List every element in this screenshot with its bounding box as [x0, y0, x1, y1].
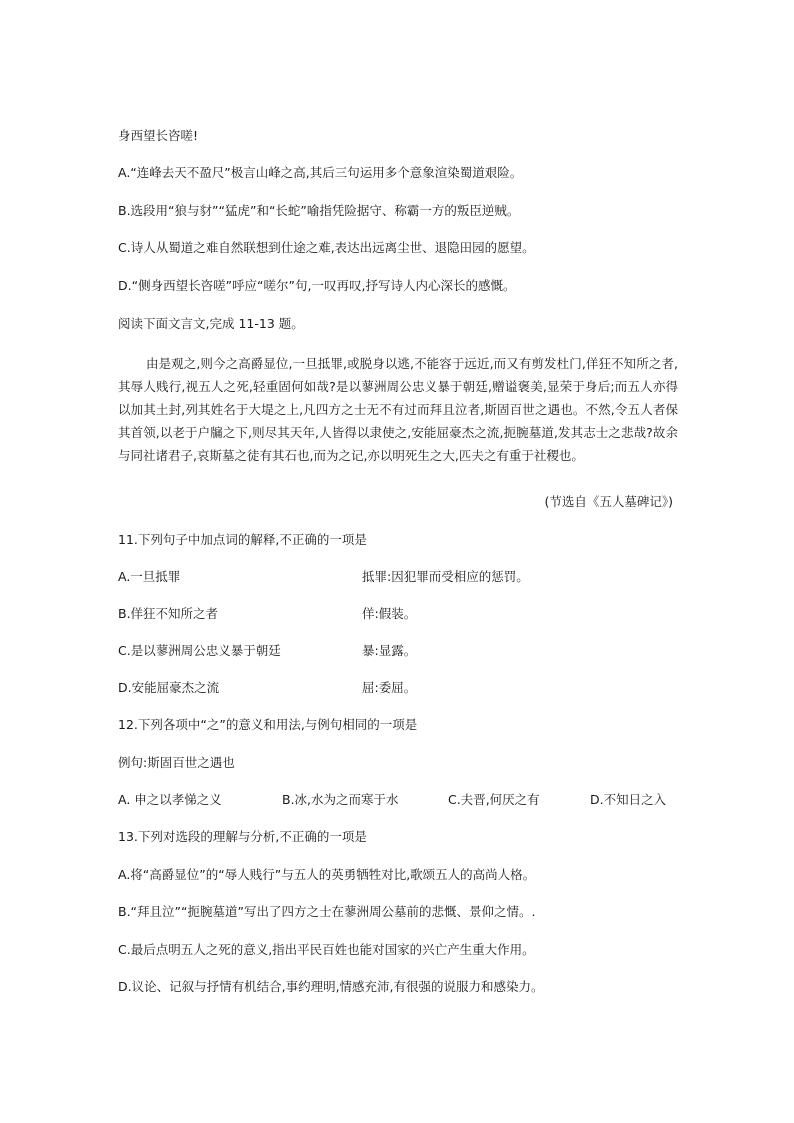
q10-option-a: A.“连峰去天不盈尺”极言山峰之高,其后三句运用多个意象渲染蜀道艰险。	[118, 165, 523, 180]
q10-option-b: B.选段用“狼与豺”“猛虎”和“长蛇”喻指凭险据守、称霸一方的叛臣逆贼。	[118, 203, 520, 218]
q12-option-a: A. 申之以孝悌之义	[118, 792, 222, 807]
q13-option-b: B.“拜且泣”“扼腕墓道”写出了四方之士在蓼洲周公墓前的悲慨、景仰之情。.	[118, 904, 536, 919]
classical-passage: 由是观之,则今之高爵显位,一旦抵罪,或脱身以逃,不能容于远近,而又有剪发杜门,佯狂不知所之者,其辱人贱行,视五人之死,轻重固何如哉?是以蓼洲周公忠义暴于朝廷,赠谥褒美,显荣于身后;而五人亦得以加其土封,列其姓名于大堤之上,凡四方之士无不有过而拜且泣者,斯固百世之遇也。不然,令五人者保其首领,以老于户牖之下,则尽其天年,人皆得以隶使之,安能屈豪杰之流,扼腕墓道,发其志士之悲哉?故余与同社诸君子,哀斯墓之徒有其石也,而为之记,亦以明死生之大,匹夫之有重于社稷也。	[118, 356, 678, 463]
q10-option-c: C.诗人从蜀道之难自然联想到仕途之难,表达出远离尘世、退隐田园的愿望。	[118, 240, 535, 255]
q11-option-d-gloss: 屈:委屈。	[362, 680, 417, 695]
q12-option-d: D.不知日之入	[590, 792, 667, 807]
q10-option-d: D.“侧身西望长咨嗟”呼应“嗟尔”句,一叹再叹,抒写诗人内心深长的感慨。	[118, 278, 516, 293]
q11-option-c-gloss: 暴:显露。	[362, 643, 417, 658]
q13-stem: 13.下列对选段的理解与分析,不正确的一项是	[118, 829, 367, 844]
q13-option-c: C.最后点明五人之死的意义,指出平民百姓也能对国家的兴亡产生重大作用。	[118, 942, 535, 957]
reading-instruction: 阅读下面文言文,完成 11-13 题。	[118, 316, 304, 331]
poem-tail: 身西望长咨嗟!	[118, 128, 199, 143]
q11-option-d-phrase: D.安能屈豪杰之流	[118, 680, 220, 695]
passage-source: (节选自《五人墓碑记》)	[544, 494, 673, 509]
q12-option-c: C.夫晋,何厌之有	[448, 792, 540, 807]
q11-stem: 11.下列句子中加点词的解释,不正确的一项是	[118, 532, 367, 547]
q11-option-b-gloss: 佯:假装。	[362, 606, 417, 621]
q11-option-a-gloss: 抵罪:因犯罪而受相应的惩罚。	[362, 569, 529, 584]
q11-option-c-phrase: C.是以蓼洲周公忠义暴于朝廷	[118, 643, 281, 658]
q12-example: 例句:斯固百世之遇也	[118, 755, 235, 770]
q12-option-b: B.冰,水为之而寒于水	[282, 792, 399, 807]
q13-option-a: A.将“高爵显位”的“辱人贱行”与五人的英勇牺牲对比,歌颂五人的高尚人格。	[118, 867, 536, 882]
q12-stem: 12.下列各项中“之”的意义和用法,与例句相同的一项是	[118, 717, 418, 732]
q11-option-a-phrase: A.一旦抵罪	[118, 569, 181, 584]
q13-option-d: D.议论、记叙与抒情有机结合,事约理明,情感充沛,有很强的说服力和感染力。	[118, 979, 544, 994]
q11-option-b-phrase: B.佯狂不知所之者	[118, 606, 219, 621]
